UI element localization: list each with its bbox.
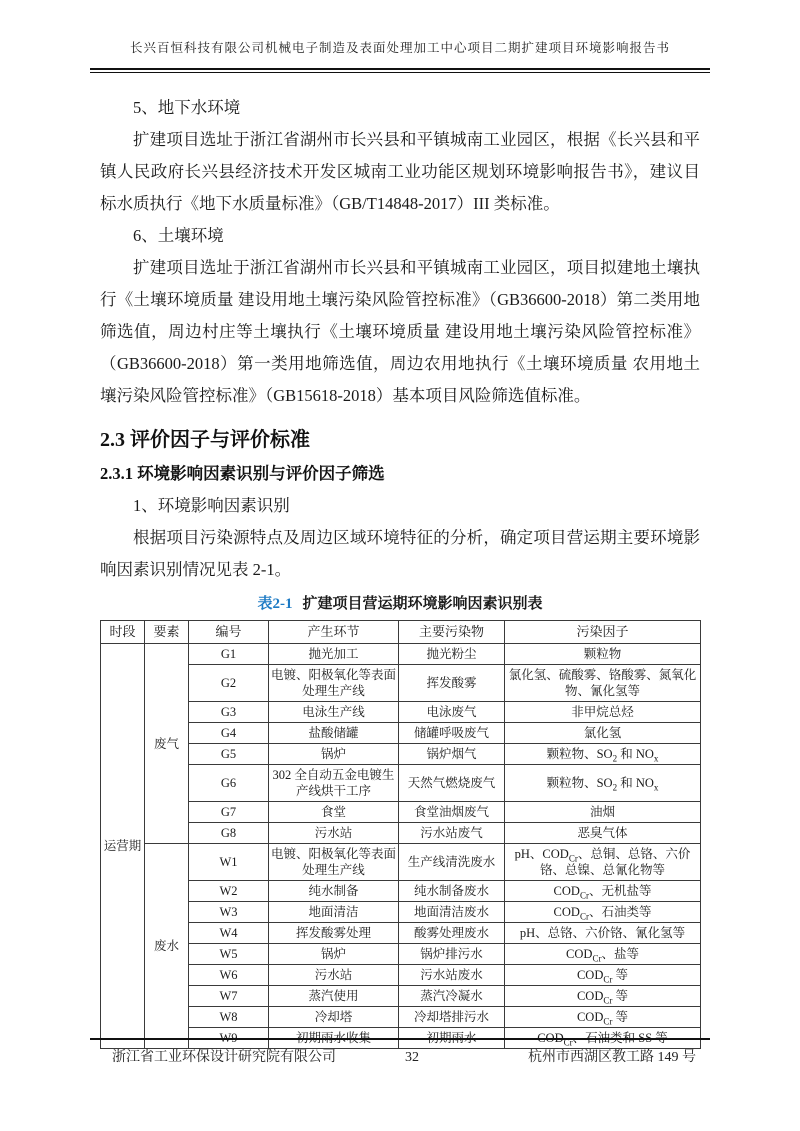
- cell-code: W9: [189, 1028, 269, 1049]
- column-header-code: 编号: [189, 621, 269, 644]
- cell-code: W6: [189, 965, 269, 986]
- cell-factor: 氯化氢: [505, 723, 701, 744]
- cell-factor: 颗粒物、$SO_2$ 和 $NO_x$: [505, 765, 701, 802]
- table-caption-label: 表2-1: [257, 596, 293, 612]
- table-row: [101, 986, 701, 1007]
- cell-factor: $COD_{Cr}$、无机盐等: [505, 881, 701, 902]
- cell-process: 纯水制备: [269, 881, 399, 902]
- cell-factor: $COD_{Cr}$ 等: [505, 1007, 701, 1028]
- cell-process: 食堂: [269, 802, 399, 823]
- table-header-row: [101, 621, 701, 644]
- cell-pollutant: 锅炉烟气: [399, 744, 505, 765]
- heading-2-3-1: 2.3.1 环境影响因素识别与评价因子筛选: [100, 464, 385, 483]
- table-caption: [100, 592, 700, 613]
- cell-process: 污水站: [269, 823, 399, 844]
- cell-code: G6: [189, 765, 269, 802]
- page-footer: [90, 1038, 710, 1066]
- cell-code: G1: [189, 644, 269, 665]
- cell-pollutant: 蒸汽冷凝水: [399, 986, 505, 1007]
- table-row: [101, 1007, 701, 1028]
- cell-process: 电镀、阳极氧化等表面处理生产线: [269, 665, 399, 702]
- cell-factor: 恶臭气体: [505, 823, 701, 844]
- cell-code: W7: [189, 986, 269, 1007]
- table-row: [101, 881, 701, 902]
- table-row: [101, 844, 701, 881]
- table-row: [101, 702, 701, 723]
- section6-paragraph: 扩建项目选址于浙江省湖州市长兴县和平镇城南工业园区，项目拟建地土壤执行《土壤环境质量 建设用地土壤污染风险管控标准》（GB36600-2018）第二类用地筛选值，周边村庄等土壤执行《土壤环境质量 建设用地土壤污染风险管控标准》（GB36600-2018）第一类用地筛选值，周边农用地执行《土壤环境质量 农用地土壤污染风险管控标准》（GB15618-2018）基本项目风险筛选值标准。: [100, 258, 700, 405]
- cell-factor: $COD_{Cr}$ 等: [505, 965, 701, 986]
- table-row: [101, 644, 701, 665]
- cell-pollutant: 冷却塔排污水: [399, 1007, 505, 1028]
- cell-code: G7: [189, 802, 269, 823]
- cell-process: 电镀、阳极氧化等表面处理生产线: [269, 844, 399, 881]
- cell-element: 废水: [145, 844, 189, 1049]
- cell-pollutant: 抛光粉尘: [399, 644, 505, 665]
- cell-factor: 颗粒物: [505, 644, 701, 665]
- cell-factor: 油烟: [505, 802, 701, 823]
- section5-title: 5、地下水环境: [133, 98, 241, 117]
- table-row: [101, 902, 701, 923]
- cell-code: G8: [189, 823, 269, 844]
- page-number: 32: [405, 1050, 419, 1065]
- column-header-element: 要素: [145, 621, 189, 644]
- cell-factor: pH、$COD_{Cr}$、总铜、总铬、六价铬、总镍、总氰化物等: [505, 844, 701, 881]
- table-row: [101, 823, 701, 844]
- cell-pollutant: 纯水制备废水: [399, 881, 505, 902]
- cell-pollutant: 酸雾处理废水: [399, 923, 505, 944]
- cell-element: 废气: [145, 644, 189, 844]
- cell-process: 302 全自动五金电镀生产线烘干工序: [269, 765, 399, 802]
- cell-process: 冷却塔: [269, 1007, 399, 1028]
- cell-process: 蒸汽使用: [269, 986, 399, 1007]
- cell-pollutant: 天然气燃烧废气: [399, 765, 505, 802]
- section6-title: 6、土壤环境: [133, 226, 224, 245]
- cell-code: W3: [189, 902, 269, 923]
- page-header: [90, 38, 710, 73]
- cell-process: 盐酸储罐: [269, 723, 399, 744]
- table-row: [101, 665, 701, 702]
- list-item-factor-identification: 1、环境影响因素识别: [133, 496, 290, 515]
- cell-code: W1: [189, 844, 269, 881]
- cell-pollutant: 电泳废气: [399, 702, 505, 723]
- footer-address: 杭州市西湖区教工路 149 号: [528, 1050, 696, 1065]
- footer-company: 浙江省工业环保设计研究院有限公司: [112, 1050, 336, 1065]
- table-row: [101, 765, 701, 802]
- factor-identification-table: [100, 620, 701, 1049]
- cell-factor: 非甲烷总烃: [505, 702, 701, 723]
- factor-table-body: [101, 644, 701, 1049]
- cell-code: G2: [189, 665, 269, 702]
- table-caption-text: 扩建项目营运期环境影响因素识别表: [302, 596, 543, 612]
- header-rule: [90, 68, 710, 73]
- cell-code: W5: [189, 944, 269, 965]
- cell-process: 电泳生产线: [269, 702, 399, 723]
- cell-pollutant: 锅炉排污水: [399, 944, 505, 965]
- table-row: [101, 802, 701, 823]
- cell-pollutant: 生产线清洗废水: [399, 844, 505, 881]
- cell-code: W2: [189, 881, 269, 902]
- cell-pollutant: 储罐呼吸废气: [399, 723, 505, 744]
- intro-paragraph: 根据项目污染源特点及周边区域环境特征的分析，确定项目营运期主要环境影响因素识别情况见表 2-1。: [100, 528, 700, 579]
- section5-paragraph: 扩建项目选址于浙江省湖州市长兴县和平镇城南工业园区，根据《长兴县和平镇人民政府长兴县经济技术开发区城南工业功能区规划环境影响报告书》，建议目标水质执行《地下水质量标准》（GB/T14848-2017）III 类标准。: [100, 130, 700, 213]
- cell-process: 抛光加工: [269, 644, 399, 665]
- cell-code: G3: [189, 702, 269, 723]
- heading-2-3: 2.3 评价因子与评价标准: [100, 429, 310, 451]
- cell-factor: pH、总铬、六价铬、氰化氢等: [505, 923, 701, 944]
- table-row: [101, 723, 701, 744]
- cell-pollutant: 污水站废气: [399, 823, 505, 844]
- cell-pollutant: 地面清洁废水: [399, 902, 505, 923]
- table-row: [101, 744, 701, 765]
- cell-process: 初期雨水收集: [269, 1028, 399, 1049]
- cell-period: 运营期: [101, 644, 145, 1049]
- cell-code: G4: [189, 723, 269, 744]
- cell-code: W4: [189, 923, 269, 944]
- cell-pollutant: 初期雨水: [399, 1028, 505, 1049]
- cell-factor: $COD_{Cr}$、石油类和 SS 等: [505, 1028, 701, 1049]
- column-header-process: 产生环节: [269, 621, 399, 644]
- cell-process: 污水站: [269, 965, 399, 986]
- report-title: 长兴百恒科技有限公司机械电子制造及表面处理加工中心项目二期扩建项目环境影响报告书: [129, 41, 670, 55]
- cell-process: 地面清洁: [269, 902, 399, 923]
- cell-factor: $COD_{Cr}$、盐等: [505, 944, 701, 965]
- cell-code: G5: [189, 744, 269, 765]
- column-header-factor: 污染因子: [505, 621, 701, 644]
- column-header-period: 时段: [101, 621, 145, 644]
- cell-pollutant: 污水站废水: [399, 965, 505, 986]
- column-header-pollutant: 主要污染物: [399, 621, 505, 644]
- table-row: [101, 944, 701, 965]
- table-row: [101, 965, 701, 986]
- cell-factor: $COD_{Cr}$、石油类等: [505, 902, 701, 923]
- cell-factor: $COD_{Cr}$ 等: [505, 986, 701, 1007]
- cell-process: 挥发酸雾处理: [269, 923, 399, 944]
- table-row: [101, 923, 701, 944]
- cell-pollutant: 挥发酸雾: [399, 665, 505, 702]
- cell-pollutant: 食堂油烟废气: [399, 802, 505, 823]
- cell-factor: 颗粒物、$SO_2$ 和 $NO_x$: [505, 744, 701, 765]
- cell-factor: 氯化氢、硫酸雾、铬酸雾、氮氧化物、氰化氢等: [505, 665, 701, 702]
- page-body: [100, 92, 700, 1049]
- cell-code: W8: [189, 1007, 269, 1028]
- cell-process: 锅炉: [269, 944, 399, 965]
- cell-process: 锅炉: [269, 744, 399, 765]
